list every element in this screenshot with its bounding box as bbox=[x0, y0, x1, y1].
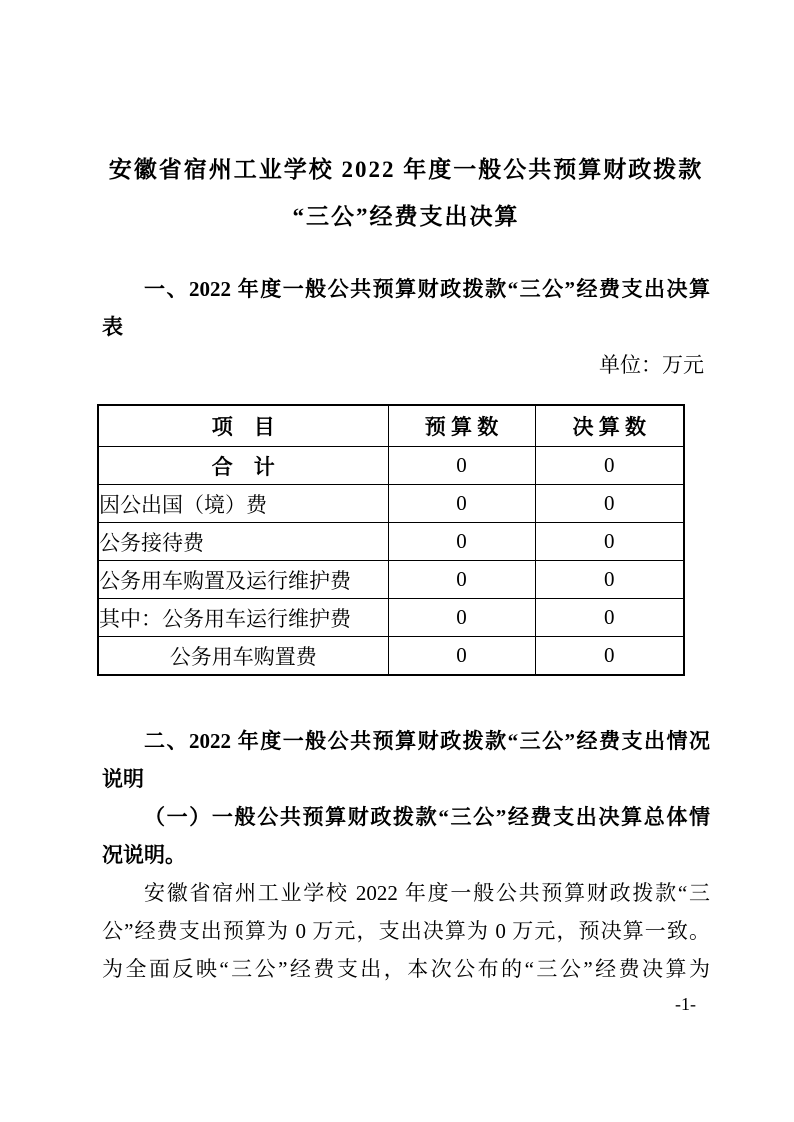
final-value: 0 bbox=[535, 637, 684, 676]
budget-value: 0 bbox=[388, 561, 535, 599]
row-label: 因公出国（境）费 bbox=[98, 485, 388, 523]
budget-value: 0 bbox=[388, 523, 535, 561]
table-row-vehicle-operation-fee bbox=[98, 599, 684, 637]
subsection-heading bbox=[102, 798, 710, 874]
table-row-reception-fee bbox=[98, 523, 684, 561]
paragraph-line-3: 为全面反映“三公”经费支出，本次公布的“三公”经费决算为 bbox=[102, 957, 710, 981]
section-1-heading bbox=[102, 270, 710, 346]
expense-table bbox=[97, 404, 685, 676]
budget-value: 0 bbox=[388, 485, 535, 523]
row-label: 公务用车购置及运行维护费 bbox=[98, 561, 388, 599]
page-content bbox=[99, 0, 710, 1016]
title-line-1: 安徽省宿州工业学校 2022 年度一般公共预算财政拨款 bbox=[108, 157, 704, 182]
section-1-heading-line-2: 表 bbox=[102, 315, 123, 339]
table-row-vehicle-total-fee bbox=[98, 561, 684, 599]
paragraph-line-1: 安徽省宿州工业学校 2022 年度一般公共预算财政拨款“三 bbox=[144, 881, 710, 905]
row-label: 公务接待费 bbox=[98, 523, 388, 561]
document-title bbox=[102, 146, 710, 240]
column-header-final: 决 算 数 bbox=[535, 405, 684, 447]
unit-label: 单位：万元 bbox=[599, 353, 704, 377]
final-value: 0 bbox=[535, 523, 684, 561]
title-line-2: “三公”经费支出决算 bbox=[292, 204, 520, 229]
table-row-vehicle-purchase-fee bbox=[98, 637, 684, 676]
body-paragraph bbox=[102, 874, 710, 988]
table-row-abroad-fee bbox=[98, 485, 684, 523]
section-2-heading-line-2: 说明 bbox=[102, 767, 144, 791]
final-value: 0 bbox=[535, 561, 684, 599]
subsection-heading-line-2: 况说明。 bbox=[102, 843, 186, 867]
final-value: 0 bbox=[535, 485, 684, 523]
page-number: -1- bbox=[675, 994, 696, 1014]
budget-value: 0 bbox=[388, 637, 535, 676]
section-1-heading-line-1: 一、2022 年度一般公共预算财政拨款“三公”经费支出决算 bbox=[144, 277, 710, 301]
row-label: 公务用车购置费 bbox=[98, 637, 388, 676]
table-row-total bbox=[98, 447, 684, 485]
section-2-heading bbox=[102, 722, 710, 798]
column-header-budget: 预 算 数 bbox=[388, 405, 535, 447]
budget-value: 0 bbox=[388, 447, 535, 485]
paragraph-line-2: 公”经费支出预算为 0 万元，支出决算为 0 万元，预决算一致。 bbox=[102, 919, 710, 943]
row-label: 合 计 bbox=[98, 447, 388, 485]
row-label: 其中：公务用车运行维护费 bbox=[98, 599, 388, 637]
final-value: 0 bbox=[535, 599, 684, 637]
table-header-row bbox=[98, 405, 684, 447]
subsection-heading-line-1: （一）一般公共预算财政拨款“三公”经费支出决算总体情 bbox=[144, 805, 710, 829]
column-header-item: 项 目 bbox=[98, 405, 388, 447]
budget-value: 0 bbox=[388, 599, 535, 637]
section-2-heading-line-1: 二、2022 年度一般公共预算财政拨款“三公”经费支出情况 bbox=[144, 729, 710, 753]
final-value: 0 bbox=[535, 447, 684, 485]
